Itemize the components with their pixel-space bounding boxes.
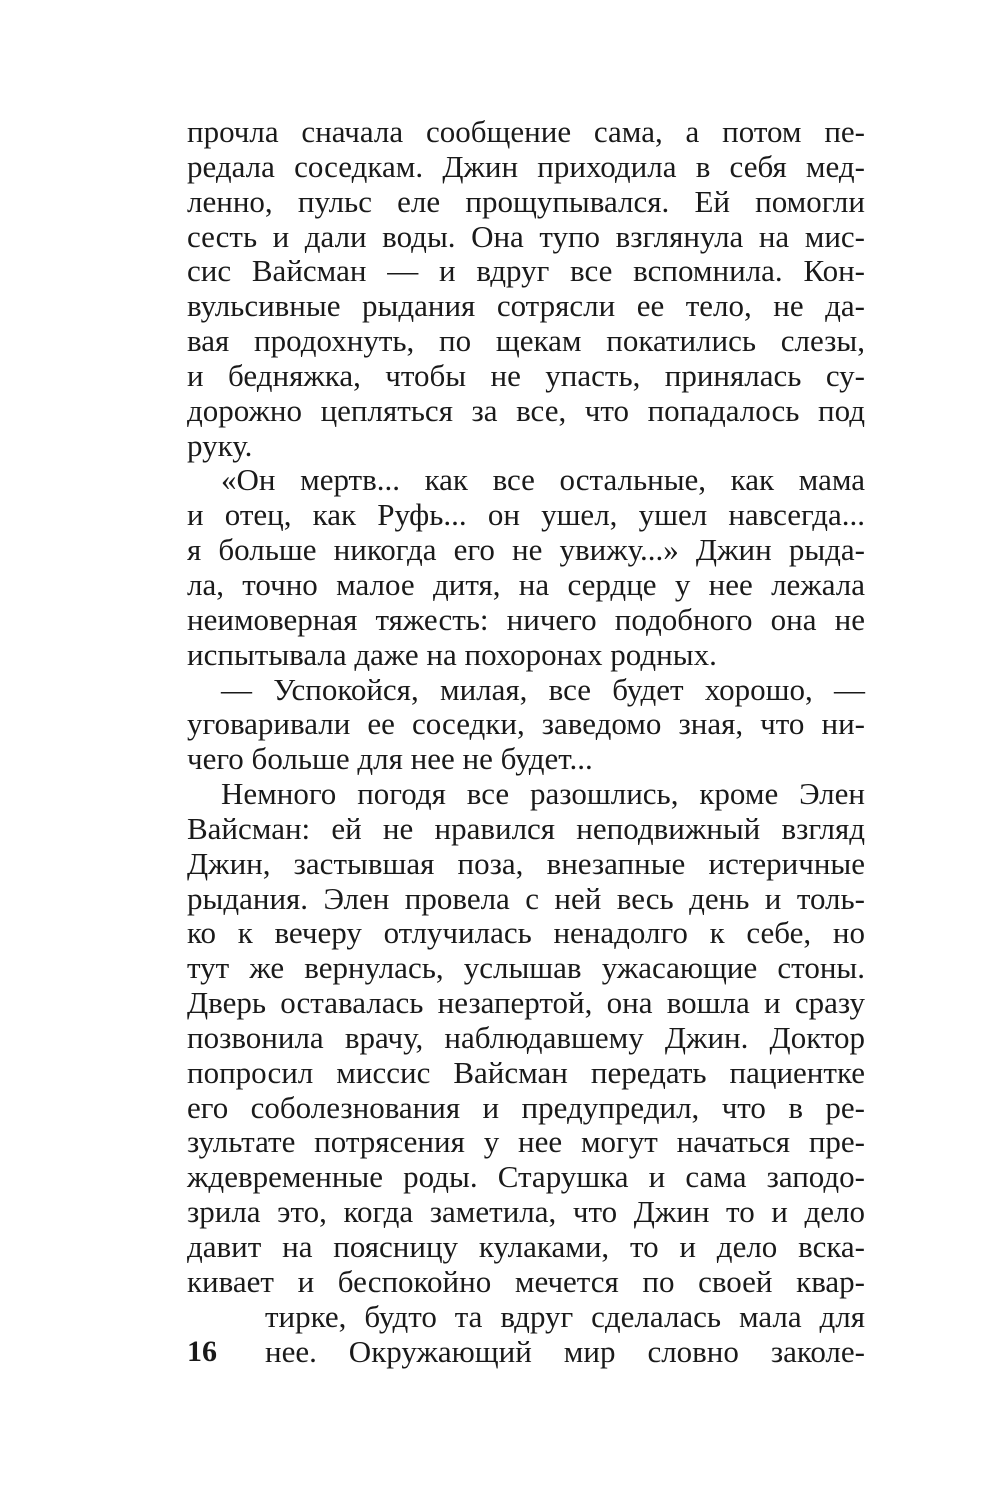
text-line: тут же вернулась, услышав ужасающие стоны. <box>187 950 865 986</box>
paragraph-4 <box>187 777 865 1335</box>
text-line: я больше никогда его не увижу...» Джин рыда- <box>187 532 865 568</box>
text-line: позвонила врачу, наблюдавшему Джин. Доктор <box>187 1019 865 1055</box>
text-line: руку. <box>187 427 253 463</box>
text-line: попросил миссис Вайсман передать пациентке <box>187 1054 865 1090</box>
text-line: Дверь оставалась незапертой, она вошла и сразу <box>187 985 865 1021</box>
text-line: вульсивные рыдания сотрясли ее тело, не да- <box>187 288 865 324</box>
text-line: давит на поясницу кулаками, то и дело вска- <box>187 1229 865 1264</box>
text-line: зультате потрясения у нее могут начаться пре- <box>187 1124 865 1160</box>
text-line: «Он мертв... как все остальные, как мама <box>221 462 865 498</box>
text-line: тирке, будто та вдруг сделалась мала для <box>265 1298 865 1334</box>
text-line: Вайсман: ей не нравился неподвижный взгляд <box>187 810 865 846</box>
text-line: редала соседкам. Джин приходила в себя мед- <box>187 148 865 184</box>
text-line: испытывала даже на похоронах родных. <box>187 636 717 672</box>
text-line: чего больше для нее не будет... <box>187 741 593 777</box>
paragraph-1 <box>187 115 865 463</box>
paragraph-2 <box>187 463 865 672</box>
text-line: сис Вайсман — и вдруг все вспомнила. Кон- <box>187 253 865 289</box>
text-line: сесть и дали воды. Она тупо взглянула на мис- <box>187 218 865 254</box>
text-line: рыдания. Элен провела с ней весь день и толь- <box>187 880 865 916</box>
text-line: ждевременные роды. Старушка и сама заподо- <box>187 1159 865 1195</box>
text-line: Джин, застывшая поза, внезапные истеричные <box>187 845 865 881</box>
text-line: ла, точно малое дитя, на сердце у нее лежала <box>187 566 865 602</box>
text-line: ленно, пульс еле прощупывался. Ей помогли <box>187 183 865 219</box>
text-line: — Успокойся, милая, все будет хорошо, — <box>221 671 865 707</box>
text-line: дорожно цепляться за все, что попадалось под <box>187 392 865 428</box>
text-line: неимоверная тяжесть: ничего подобного она не <box>187 601 865 637</box>
paragraph-3 <box>187 673 865 778</box>
text-line: прочла сначала сообщение сама, а потом пе- <box>187 114 865 149</box>
page-footer <box>187 1332 865 1372</box>
text-line: кивает и беспокойно мечется по своей квар- <box>187 1263 865 1299</box>
page-number: 16 <box>187 1335 217 1368</box>
text-line: Немного погодя все разошлись, кроме Элен <box>221 776 865 812</box>
body-text <box>187 115 865 1335</box>
text-line: нее. Окружающий мир словно заколе- <box>265 1334 865 1369</box>
text-line: его соболезнования и предупредил, что в ре- <box>187 1089 865 1125</box>
text-line: ко к вечеру отлучилась ненадолго к себе, но <box>187 915 865 951</box>
text-line: и отец, как Руфь... он ушел, ушел навсегда... <box>187 497 865 533</box>
text-line: зрила это, когда заметила, что Джин то и дело <box>187 1194 865 1230</box>
text-line: уговаривали ее соседки, заведомо зная, что ни- <box>187 706 865 742</box>
text-line: вая продохнуть, по щекам покатились слезы, <box>187 323 865 359</box>
text-line: и бедняжка, чтобы не упасть, принялась су- <box>187 357 865 393</box>
